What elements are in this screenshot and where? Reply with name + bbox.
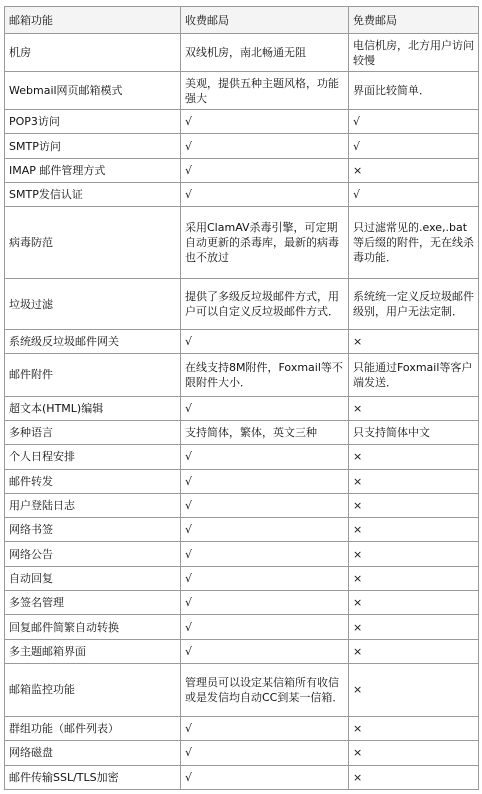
free-cell: √: [349, 134, 479, 158]
header-feature: 邮箱功能: [5, 7, 181, 34]
header-row: [5, 7, 479, 34]
paid-cell: √: [181, 542, 349, 566]
paid-cell: √: [181, 518, 349, 542]
table-row: [5, 518, 479, 542]
table-row: [5, 469, 479, 493]
free-cell: √: [349, 110, 479, 134]
free-cell: ×: [349, 639, 479, 663]
mailbox-comparison-table: [4, 6, 479, 790]
free-cell: 只能通过Foxmail等客户端发送．: [349, 354, 479, 396]
free-cell: ×: [349, 741, 479, 765]
feature-cell: SMTP访问: [5, 134, 181, 158]
feature-cell: 系统级反垃圾邮件网关: [5, 330, 181, 354]
table-row: [5, 134, 479, 158]
feature-cell: 多主题邮箱界面: [5, 639, 181, 663]
paid-cell: √: [181, 615, 349, 639]
free-cell: ×: [349, 445, 479, 469]
paid-cell: 在线支持8M附件，Foxmail等不限附件大小．: [181, 354, 349, 396]
table-row: [5, 493, 479, 517]
paid-cell: √: [181, 445, 349, 469]
feature-cell: POP3访问: [5, 110, 181, 134]
paid-cell: √: [181, 134, 349, 158]
free-cell: ×: [349, 469, 479, 493]
free-cell: ×: [349, 664, 479, 717]
feature-cell: 群组功能（邮件列表）: [5, 716, 181, 740]
free-cell: 只支持简体中文: [349, 420, 479, 444]
paid-cell: √: [181, 566, 349, 590]
table-row: [5, 158, 479, 182]
paid-cell: 支持简体，繁体，英文三种: [181, 420, 349, 444]
feature-cell: 多种语言: [5, 420, 181, 444]
feature-cell: 邮件传输SSL/TLS加密: [5, 765, 181, 789]
table-row: [5, 34, 479, 72]
free-cell: 界面比较简单．: [349, 72, 479, 110]
feature-cell: 自动回复: [5, 566, 181, 590]
feature-cell: 邮件附件: [5, 354, 181, 396]
paid-cell: 提供了多级反垃圾邮件方式，用户可以自定义反垃圾邮件方式．: [181, 279, 349, 330]
table-row: [5, 566, 479, 590]
table-row: [5, 591, 479, 615]
free-cell: ×: [349, 765, 479, 789]
paid-cell: √: [181, 639, 349, 663]
table-row: [5, 420, 479, 444]
free-cell: ×: [349, 518, 479, 542]
feature-cell: Webmail网页邮箱模式: [5, 72, 181, 110]
paid-cell: 管理员可以设定某信箱所有收信或是发信均自动CC到某一信箱．: [181, 664, 349, 717]
free-cell: ×: [349, 396, 479, 420]
table-row: [5, 639, 479, 663]
feature-cell: SMTP发信认证: [5, 183, 181, 207]
feature-cell: 回复邮件简繁自动转换: [5, 615, 181, 639]
table-row: [5, 396, 479, 420]
table-row: [5, 110, 479, 134]
table-row: [5, 72, 479, 110]
free-cell: ×: [349, 158, 479, 182]
paid-cell: √: [181, 741, 349, 765]
table-row: [5, 183, 479, 207]
free-cell: ×: [349, 493, 479, 517]
paid-cell: √: [181, 765, 349, 789]
feature-cell: 网络公告: [5, 542, 181, 566]
paid-cell: √: [181, 110, 349, 134]
table-row: [5, 354, 479, 396]
feature-cell: 机房: [5, 34, 181, 72]
free-cell: ×: [349, 615, 479, 639]
paid-cell: √: [181, 183, 349, 207]
table-row: [5, 664, 479, 717]
feature-cell: 网络磁盘: [5, 741, 181, 765]
feature-cell: 邮箱监控功能: [5, 664, 181, 717]
table-row: [5, 716, 479, 740]
free-cell: 电信机房，北方用户访问较慢: [349, 34, 479, 72]
feature-cell: 超文本(HTML)编辑: [5, 396, 181, 420]
paid-cell: √: [181, 396, 349, 420]
table-row: [5, 207, 479, 279]
paid-cell: √: [181, 493, 349, 517]
free-cell: √: [349, 183, 479, 207]
table-row: [5, 741, 479, 765]
free-cell: ×: [349, 591, 479, 615]
paid-cell: √: [181, 469, 349, 493]
feature-cell: 垃圾过滤: [5, 279, 181, 330]
table-row: [5, 542, 479, 566]
feature-cell: 邮件转发: [5, 469, 181, 493]
feature-cell: 病毒防范: [5, 207, 181, 279]
free-cell: 只过滤常见的.exe,.bat等后缀的附件，无在线杀毒功能．: [349, 207, 479, 279]
feature-cell: IMAP 邮件管理方式: [5, 158, 181, 182]
free-cell: ×: [349, 542, 479, 566]
table-row: [5, 445, 479, 469]
free-cell: ×: [349, 330, 479, 354]
table-row: [5, 765, 479, 789]
free-cell: ×: [349, 566, 479, 590]
free-cell: 系统统一定义反垃圾邮件级别，用户无法定制．: [349, 279, 479, 330]
header-free: 免费邮局: [349, 7, 479, 34]
table-row: [5, 615, 479, 639]
paid-cell: √: [181, 158, 349, 182]
paid-cell: √: [181, 591, 349, 615]
feature-cell: 个人日程安排: [5, 445, 181, 469]
paid-cell: √: [181, 330, 349, 354]
paid-cell: √: [181, 716, 349, 740]
feature-cell: 多签名管理: [5, 591, 181, 615]
header-paid: 收费邮局: [181, 7, 349, 34]
paid-cell: 采用ClamAV杀毒引擎，可定期自动更新的杀毒库，最新的病毒也不放过: [181, 207, 349, 279]
feature-cell: 用户登陆日志: [5, 493, 181, 517]
free-cell: ×: [349, 716, 479, 740]
table-row: [5, 279, 479, 330]
feature-cell: 网络书签: [5, 518, 181, 542]
table-body: [5, 34, 479, 790]
table-row: [5, 330, 479, 354]
paid-cell: 美观，提供五种主题风格，功能强大: [181, 72, 349, 110]
paid-cell: 双线机房，南北畅通无阻: [181, 34, 349, 72]
